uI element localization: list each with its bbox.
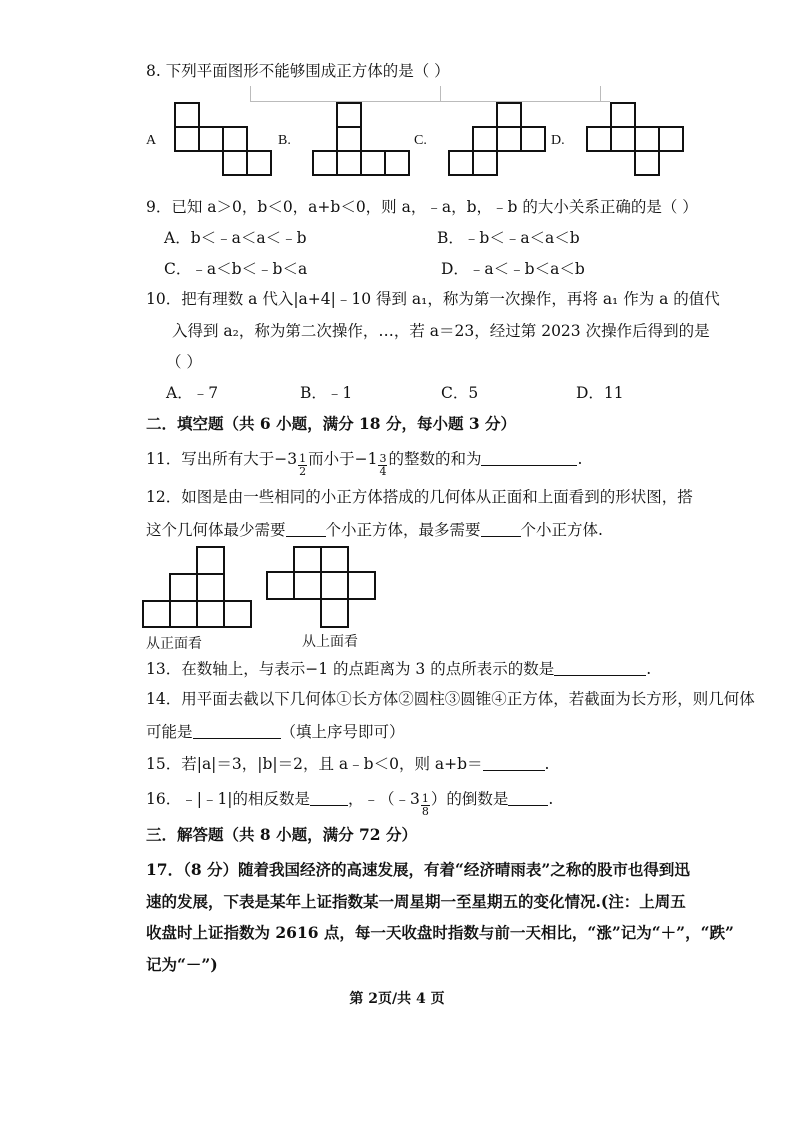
q11-mixed-number-b-whole: −1	[354, 450, 378, 468]
q17-line-2: 速的发展，下表是某年上证指数某一周星期一至星期五的变化情况.(注：上周五	[146, 892, 686, 911]
q16	[146, 791, 553, 818]
q13-end: .	[646, 660, 652, 678]
q11-answer-blank[interactable]	[481, 451, 577, 466]
q12-line-1: 12．如图是由一些相同的小正方体搭成的几何体从正面和上面看到的形状图，搭	[146, 488, 693, 506]
q9-option-b: B．﹣b＜﹣a＜a＜b	[437, 229, 580, 247]
q16-fraction	[421, 793, 430, 818]
q12-front-view	[142, 546, 254, 628]
q8-stem: 8. 下列平面图形不能够围成正方体的是（ ）	[146, 62, 450, 80]
q17-line-1: 17．（8 分）随着我国经济的高速发展，有着“经济晴雨表”之称的股市也得到迅	[146, 860, 690, 879]
q11-suffix: 的整数的和为	[388, 450, 482, 468]
q8-net-b	[312, 102, 412, 176]
q8-net-c	[448, 102, 548, 176]
q8-net-d	[586, 102, 686, 176]
q11-fraction-a	[298, 453, 307, 478]
q15-text: 15．若|a|＝3，|b|＝2，且 a﹣b＜0，则 a+b＝	[146, 755, 483, 773]
q15-answer-blank[interactable]	[483, 756, 545, 771]
scan-artifact	[250, 101, 610, 102]
q12-line-2	[146, 522, 603, 539]
q11-fraction-a-numerator: 1	[299, 451, 307, 465]
q8-option-d-label: D.	[551, 133, 565, 148]
q8-option-a-label: A	[146, 133, 157, 148]
q16-fraction-denominator: 8	[421, 805, 429, 818]
q10-answer-paren: （ ）	[166, 353, 202, 371]
q12-top-view-caption: 从上面看	[302, 634, 358, 650]
section-3-heading: 三．解答题（共 8 小题，满分 72 分）	[146, 825, 417, 844]
q14-line-1: 14．用平面去截以下几何体①长方体②圆柱③圆锥④正方体，若截面为长方形，则几何体	[146, 690, 755, 708]
q16-reciprocal-blank[interactable]	[508, 791, 548, 806]
q11-prefix: 11．写出所有大于	[146, 450, 275, 468]
q12-text-b: 个小正方体，最多需要	[325, 521, 481, 539]
q14-text-b: （填上序号即可）	[280, 723, 405, 741]
q8-net-a	[174, 102, 274, 176]
q11-fraction-a-denominator: 2	[299, 465, 307, 478]
q16-text-a: 16．﹣|﹣1|的相反数是	[146, 790, 311, 808]
q16-text-c: ）的倒数是	[430, 790, 509, 808]
scan-artifact	[600, 86, 601, 102]
q11-end: .	[577, 450, 583, 468]
q16-end: .	[548, 790, 554, 808]
q10-line-2: 入得到 a₂，称为第二次操作，…，若 a＝23，经过第 2023 次操作后得到的是	[172, 322, 710, 340]
q11-fraction-b-numerator: 3	[379, 451, 387, 465]
q14-line-2	[146, 724, 405, 741]
q11	[146, 451, 582, 478]
q17-line-4: 记为“－”)	[146, 955, 218, 974]
q16-fraction-numerator: 1	[421, 791, 429, 805]
q10-option-b: B．﹣1	[300, 384, 353, 402]
q9-option-a: A．b＜﹣a＜a＜﹣b	[164, 229, 307, 247]
q14-answer-blank[interactable]	[193, 724, 281, 739]
q8-option-c-label: C.	[414, 133, 427, 148]
q13	[146, 661, 651, 678]
q11-mixed-number-a-whole: −3	[274, 450, 298, 468]
q12-front-view-caption: 从正面看	[146, 636, 202, 652]
q11-fraction-b	[378, 453, 387, 478]
q13-text: 13．在数轴上，与表示−1 的点距离为 3 的点所表示的数是	[146, 660, 555, 678]
q9-stem: 9．已知 a＞0，b＜0，a+b＜0，则 a，﹣a，b，﹣b 的大小关系正确的是（ ）	[146, 198, 698, 216]
q8-option-b-label: B.	[278, 133, 291, 148]
scan-artifact	[440, 86, 441, 102]
page-footer: 第 2页/共 4 页	[349, 991, 445, 1007]
q14-text-a: 可能是	[146, 723, 193, 741]
q12-top-view	[266, 546, 378, 628]
q10-option-a: A．﹣7	[166, 384, 219, 402]
q15-end: .	[544, 755, 550, 773]
q9-option-d: D．﹣a＜﹣b＜a＜b	[441, 260, 585, 278]
q16-text-b: ，﹣（﹣3	[348, 790, 420, 808]
q16-opposite-blank[interactable]	[310, 791, 348, 806]
q10-line-1: 10．把有理数 a 代入|a+4|﹣10 得到 a₁，称为第一次操作，再将 a₁ 作为 a 的值代	[146, 290, 720, 308]
q9-option-c: C．﹣a＜b＜﹣b＜a	[164, 260, 308, 278]
q12-text-c: 个小正方体.	[520, 521, 603, 539]
q10-option-c: C．5	[441, 384, 479, 402]
q11-fraction-b-denominator: 4	[379, 465, 387, 478]
scan-artifact	[250, 86, 251, 102]
q10-option-d: D．11	[576, 384, 624, 402]
q17-line-3: 收盘时上证指数为 2616 点，每一天收盘时指数与前一天相比，“涨”记为“＋”，“跌”	[146, 923, 734, 942]
q12-min-blank[interactable]	[286, 522, 326, 537]
section-2-heading: 二．填空题（共 6 小题，满分 18 分，每小题 3 分）	[146, 414, 517, 433]
q12-max-blank[interactable]	[481, 522, 521, 537]
q11-middle: 而小于	[308, 450, 355, 468]
q13-answer-blank[interactable]	[554, 661, 646, 676]
q15	[146, 756, 549, 773]
q12-text-a: 这个几何体最少需要	[146, 521, 286, 539]
